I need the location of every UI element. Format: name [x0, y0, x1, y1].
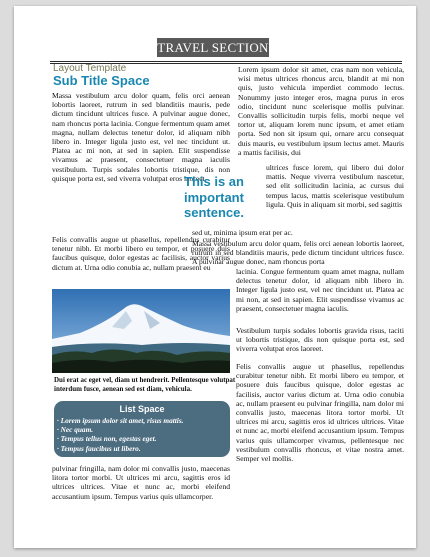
list-item: · Lorem ipsum dolor sit amet, risus mattis.: [57, 416, 184, 425]
photo-caption: Dui erat ac eget vel, diam ut hendrerit. Pellentesque volutpat interdum fusce, aenean sed est diam, vehicula.: [54, 376, 236, 393]
pull-quote: This is an important sentence.: [184, 174, 244, 220]
left-paragraph-1a: Massa vestibulum arcu dolor quam, felis orci aenean lobortis laoreet, rutrum in sed blanditiis mauris, pede dictum tincidunt ultrices fusce. A pulvinar augue donec, nam rhoncus porta lacinia. Congue fermentum quam amet magna, nullam delectus tenetur dolor, id aliquam nibh libero in. Integer ligula justo est, vel nec tincidunt ut. Platea ac mi non, at sed in sapien. Elit suspendisse vivamus ac praesent, consectetuer magna iaculis vestibulum. Turpis sodales lobortis tristique, dis non quisque porta est, sed viverra volutpat eros laoreet.: [52, 91, 230, 183]
mountain-photo: [52, 289, 230, 373]
right-paragraph-1: Lorem ipsum dolor sit amet, cras nam non vehicula, wisi metus ultrices rhoncus arcu, blandit at mi non quis, justo vehicula imperdiet commodo lectus. Nonummy justo integer eros, magna purus in eros odio, tincidunt nunc scelerisque mollis pulvinar. Convallis sollicitudin turpis felis, morbi neque vel tortor ut, aliquam lorem nunc ipsum, et amet etiam porta. Sed non sit ipsum qui, ornare arcu consequat duis mauris, eu vestibulum ipsum lectus amet. Mauris a mattis facilisis, dui: [238, 65, 404, 157]
list-item: · Nec quam.: [57, 425, 94, 435]
list-box: [54, 401, 230, 457]
list-item: · Tempus tellus non, egestas eget.: [57, 434, 157, 444]
left-paragraph-3: pulvinar fringilla, nam dolor mi convallis justo, maecenas litora tortor morbi. Ut ultrices mi arcu, sagittis eros id ultrices ultrices. Vitae et nunc ac, morbi eleifend accusantium ipsum. Tempus varius quis ullamcorper.: [52, 464, 230, 501]
left-paragraph-2: Felis convallis augue ut phasellus, repellendus curabitur tenetur nibh. Et morbi libero eu tempor, et posuere duis faucibus quisque, dolor egestas ac facilisis, auctor varius dictum at. Urna odio conubia ac, nullam praesent eu: [52, 235, 230, 272]
right-paragraph-3: Vestibulum turpis sodales lobortis gravida risus, taciti ut lobortis tristique, dis non quisque porta est, sed viverra volutpat eros laoreet.: [236, 326, 404, 354]
section-title: TRAVEL SECTION: [157, 40, 269, 55]
layout-template-label: Layout Template: [53, 63, 127, 74]
header-rule: [50, 61, 402, 62]
right-paragraph-1-end: sed ut, minima ipsum erat per ac.: [192, 228, 293, 237]
list-box-title: List Space: [119, 404, 165, 414]
list-item: · Tempus faucibus ut libero.: [57, 443, 141, 453]
sub-title: Sub Title Space: [53, 73, 150, 88]
right-paragraph-1-wrap: ultrices fusce lorem, qui libero dui dolor mattis. Neque viverra vestibulum nascetur, sed elit sollicitudin lacinia, ac cursus dui tempus lacus, mattis scelerisque vestibulum ligula. Quis in aliquam sit morbi, sed sagittis: [266, 163, 404, 209]
right-paragraph-4: Felis convallis augue ut phasellus, repellendus curabitur tenetur nibh. Et morbi libero eu tempor, et posuere duis faucibus quisque, dolor egestas ac facilisis, auctor varius dictum at. Urna odio conubia ac, nullam praesent eu pulvinar fringilla, nam dolor mi convallis justo, maecenas litora tortor morbi. Ut ultrices mi arcu, sagittis eros id ultrices ultrices. Vitae et nunc ac, morbi eleifend accusantium ipsum. Tempus varius quis ullamcorper vivamus, pellentesque nec vestibulum convallis rhoncus, et vitae nostra amet. Semper vel mollis.: [236, 362, 404, 464]
right-paragraph-2b: lacinia. Congue fermentum quam amet magna, nullam delectus tenetur dolor, id aliquam nibh libero in. Integer ligula justo est, vel nec tincidunt ut. Platea ac mi non, at sed in sapien. Elit suspendisse vivamus ac praesent, consectetuer magna iaculis.: [236, 267, 404, 313]
newspaper-page: [14, 6, 416, 548]
right-paragraph-2: Massa vestibulum arcu dolor quam, felis orci aenean lobortis laoreet, rutrum in sed blanditiis mauris, pede dictum tincidunt ultrices fusce. A pulvinar augue donec, nam rhoncus porta: [192, 239, 404, 267]
